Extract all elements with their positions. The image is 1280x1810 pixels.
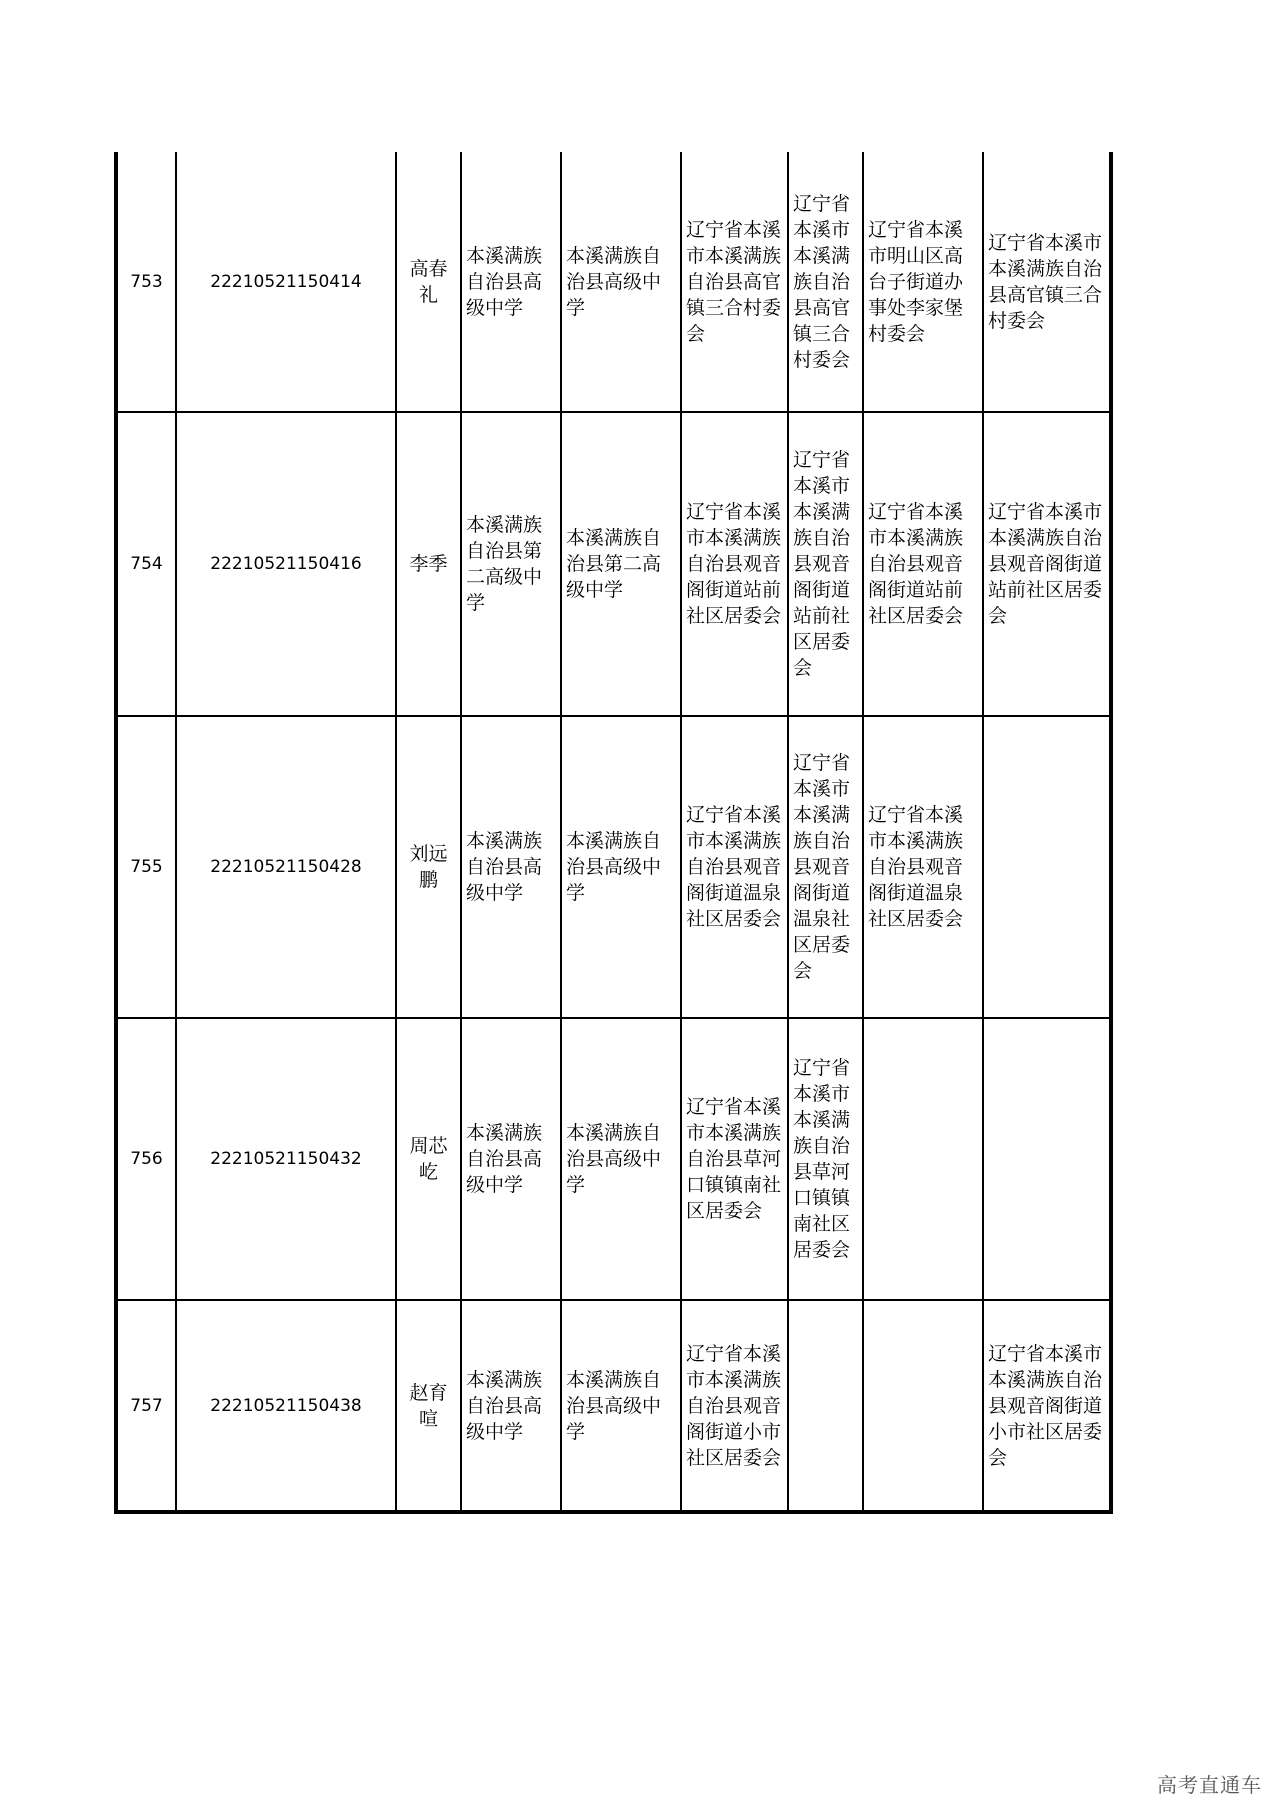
address-cell-4: 辽宁省本溪市本溪满族自治县观音阁街道站前社区居委会	[983, 412, 1111, 716]
address-cell-3	[863, 1018, 983, 1300]
address-cell-4	[983, 716, 1111, 1018]
seq-cell: 753	[116, 152, 176, 412]
graduation-school-cell: 本溪满族自治县高级中学	[561, 1018, 681, 1300]
address-cell-2: 辽宁省本溪市本溪满族自治县观音阁街道站前社区居委会	[788, 412, 863, 716]
address-cell-1: 辽宁省本溪市本溪满族自治县观音阁街道小市社区居委会	[681, 1300, 788, 1512]
school-cell: 本溪满族自治县高级中学	[461, 152, 561, 412]
exam-id-cell: 22210521150414	[176, 152, 396, 412]
address-cell-1: 辽宁省本溪市本溪满族自治县高官镇三合村委会	[681, 152, 788, 412]
exam-id-cell: 22210521150416	[176, 412, 396, 716]
address-cell-2	[788, 1300, 863, 1512]
name-cell: 高春礼	[396, 152, 461, 412]
table-row	[116, 1018, 1111, 1300]
watermark-text: 高考直通车	[1157, 1773, 1262, 1797]
seq-cell: 754	[116, 412, 176, 716]
seq-cell: 757	[116, 1300, 176, 1512]
school-cell: 本溪满族自治县第二高级中学	[461, 412, 561, 716]
address-cell-3: 辽宁省本溪市明山区高台子街道办事处李家堡村委会	[863, 152, 983, 412]
address-cell-3: 辽宁省本溪市本溪满族自治县观音阁街道站前社区居委会	[863, 412, 983, 716]
seq-cell: 756	[116, 1018, 176, 1300]
address-cell-4	[983, 1018, 1111, 1300]
address-cell-2: 辽宁省本溪市本溪满族自治县高官镇三合村委会	[788, 152, 863, 412]
address-cell-2: 辽宁省本溪市本溪满族自治县观音阁街道温泉社区居委会	[788, 716, 863, 1018]
roster-table	[114, 152, 1113, 1514]
name-cell: 刘远鹏	[396, 716, 461, 1018]
exam-id-cell: 22210521150438	[176, 1300, 396, 1512]
name-cell: 赵育喧	[396, 1300, 461, 1512]
address-cell-4: 辽宁省本溪市本溪满族自治县观音阁街道小市社区居委会	[983, 1300, 1111, 1512]
table-row	[116, 1300, 1111, 1512]
address-cell-3	[863, 1300, 983, 1512]
address-cell-3: 辽宁省本溪市本溪满族自治县观音阁街道温泉社区居委会	[863, 716, 983, 1018]
exam-id-cell: 22210521150428	[176, 716, 396, 1018]
address-cell-2: 辽宁省本溪市本溪满族自治县草河口镇镇南社区居委会	[788, 1018, 863, 1300]
seq-cell: 755	[116, 716, 176, 1018]
table-row	[116, 152, 1111, 412]
address-cell-1: 辽宁省本溪市本溪满族自治县观音阁街道站前社区居委会	[681, 412, 788, 716]
graduation-school-cell: 本溪满族自治县高级中学	[561, 1300, 681, 1512]
graduation-school-cell: 本溪满族自治县高级中学	[561, 152, 681, 412]
school-cell: 本溪满族自治县高级中学	[461, 1300, 561, 1512]
graduation-school-cell: 本溪满族自治县高级中学	[561, 716, 681, 1018]
school-cell: 本溪满族自治县高级中学	[461, 1018, 561, 1300]
table-row	[116, 716, 1111, 1018]
name-cell: 李季	[396, 412, 461, 716]
graduation-school-cell: 本溪满族自治县第二高级中学	[561, 412, 681, 716]
address-cell-1: 辽宁省本溪市本溪满族自治县观音阁街道温泉社区居委会	[681, 716, 788, 1018]
address-cell-1: 辽宁省本溪市本溪满族自治县草河口镇镇南社区居委会	[681, 1018, 788, 1300]
table-row	[116, 412, 1111, 716]
roster-table-container	[114, 152, 1109, 1512]
school-cell: 本溪满族自治县高级中学	[461, 716, 561, 1018]
name-cell: 周芯屹	[396, 1018, 461, 1300]
exam-id-cell: 22210521150432	[176, 1018, 396, 1300]
address-cell-4: 辽宁省本溪市本溪满族自治县高官镇三合村委会	[983, 152, 1111, 412]
